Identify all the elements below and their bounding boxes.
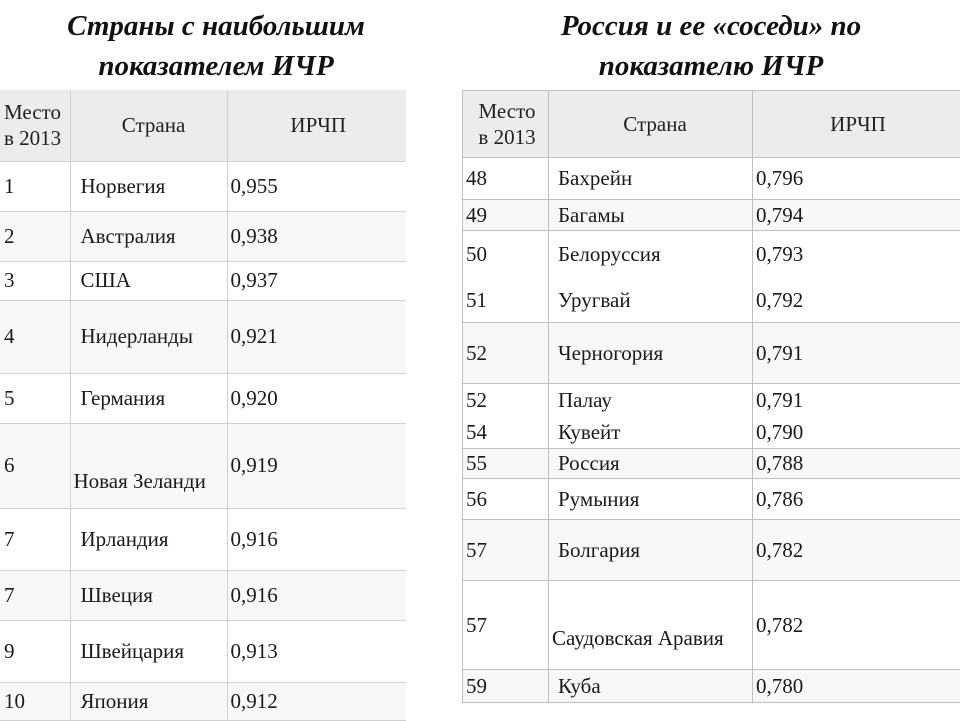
rank-cell: 52: [463, 323, 549, 384]
table-row: [463, 231, 960, 323]
header-country: Страна: [549, 91, 753, 158]
country-cell: Уругвай: [558, 284, 631, 316]
rank-cell: 57: [463, 520, 549, 581]
rank-cell: 50: [466, 242, 487, 266]
rank-cell: 49: [463, 200, 549, 231]
country-cell: Куба: [549, 670, 753, 703]
left-title-line-1: Страны с наибольшим: [67, 10, 365, 42]
value-cell: 0,938: [227, 211, 406, 261]
value-cell: 0,913: [227, 620, 406, 682]
rank-cell-pair: [463, 231, 549, 323]
header-rank: [463, 91, 549, 158]
value-cell: 0,791: [756, 388, 803, 412]
value-cell: 0,791: [753, 323, 960, 384]
value-cell: 0,920: [227, 373, 406, 423]
table-header-row: [463, 91, 960, 158]
table-header-row: [0, 90, 406, 161]
table-row: [463, 449, 960, 479]
table-row: [0, 570, 406, 620]
value-cell: 0,780: [753, 670, 960, 703]
table-row: [0, 300, 406, 373]
header-rank-line-2: в 2013: [478, 125, 535, 149]
rank-cell: 9: [0, 620, 70, 682]
country-cell: Румыния: [549, 479, 753, 520]
rank-cell: 51: [466, 284, 487, 316]
value-cell: 0,793: [756, 242, 803, 266]
table-row: [463, 323, 960, 384]
table-row: [0, 508, 406, 570]
country-cell: Австралия: [70, 211, 227, 261]
value-cell: 0,794: [753, 200, 960, 231]
value-cell: 0,916: [227, 570, 406, 620]
country-cell: Саудовская Аравия: [549, 581, 753, 670]
left-table-title: [0, 6, 432, 86]
country-cell: Швеция: [70, 570, 227, 620]
value-cell: 0,786: [753, 479, 960, 520]
value-cell: 0,788: [753, 449, 960, 479]
country-cell: Черногория: [549, 323, 753, 384]
table-row: [0, 620, 406, 682]
right-title-line-2: показателю ИЧР: [599, 50, 824, 82]
value-cell: 0,796: [753, 158, 960, 200]
russia-neighbours-table: [462, 90, 960, 703]
table-row: [0, 682, 406, 720]
rank-cell: 56: [463, 479, 549, 520]
table-row: [0, 423, 406, 508]
rank-cell: 57: [463, 581, 549, 670]
right-table-title: [462, 6, 960, 86]
rank-cell: 59: [463, 670, 549, 703]
country-cell-pair: [549, 231, 753, 323]
value-cell-pair: [753, 384, 960, 449]
rank-cell: 2: [0, 211, 70, 261]
table-row: [0, 161, 406, 211]
rank-cell: 52: [466, 388, 487, 412]
country-cell: Новая Зеланди: [70, 423, 227, 508]
country-cell: США: [70, 261, 227, 300]
table-row: [463, 200, 960, 231]
country-cell: Нидерланды: [70, 300, 227, 373]
table-row: [463, 479, 960, 520]
rank-cell: 1: [0, 161, 70, 211]
header-country: Страна: [70, 90, 227, 161]
value-cell: 0,790: [756, 420, 803, 444]
table-row: [463, 581, 960, 670]
header-rank-line-2: в 2013: [4, 126, 61, 150]
table-row: [463, 158, 960, 200]
value-cell: 0,955: [227, 161, 406, 211]
country-cell: Белоруссия: [558, 242, 661, 266]
rank-cell: 4: [0, 300, 70, 373]
country-cell: Ирландия: [70, 508, 227, 570]
table-row: [463, 520, 960, 581]
header-value: ИРЧП: [753, 91, 960, 158]
country-cell: Кувейт: [558, 420, 620, 444]
rank-cell: 5: [0, 373, 70, 423]
table-row: [463, 384, 960, 449]
table-row: [0, 373, 406, 423]
rank-cell: 7: [0, 570, 70, 620]
rank-cell: 55: [463, 449, 549, 479]
value-cell: 0,919: [227, 423, 406, 508]
rank-cell: 10: [0, 682, 70, 720]
value-cell: 0,782: [753, 520, 960, 581]
country-cell: Япония: [70, 682, 227, 720]
rank-cell: 7: [0, 508, 70, 570]
value-cell: 0,912: [227, 682, 406, 720]
country-cell: Палау: [558, 388, 612, 412]
value-cell: 0,937: [227, 261, 406, 300]
rank-cell: 48: [463, 158, 549, 200]
country-cell-pair: [549, 384, 753, 449]
country-cell: Багамы: [549, 200, 753, 231]
table-row: [463, 670, 960, 703]
top-countries-table: [0, 90, 406, 721]
rank-cell: 54: [466, 420, 487, 444]
table-row: [0, 211, 406, 261]
rank-cell: 6: [0, 423, 70, 508]
header-rank-line-1: Место: [479, 99, 536, 123]
rank-cell-pair: [463, 384, 549, 449]
value-cell: 0,916: [227, 508, 406, 570]
header-rank-line-1: Место: [4, 100, 61, 124]
country-cell: Болгария: [549, 520, 753, 581]
value-cell-pair: [753, 231, 960, 323]
value-cell: 0,921: [227, 300, 406, 373]
left-title-line-2: показателем ИЧР: [98, 50, 333, 82]
country-cell: Бахрейн: [549, 158, 753, 200]
country-cell: Норвегия: [70, 161, 227, 211]
rank-cell: 3: [0, 261, 70, 300]
right-title-line-1: Россия и ее «соседи» по: [561, 10, 861, 42]
country-cell: Россия: [549, 449, 753, 479]
table-row: [0, 261, 406, 300]
header-rank: [0, 90, 70, 161]
value-cell: 0,782: [753, 581, 960, 670]
country-cell: Германия: [70, 373, 227, 423]
country-cell: Швейцария: [70, 620, 227, 682]
header-value: ИРЧП: [227, 90, 406, 161]
value-cell: 0,792: [756, 284, 803, 316]
